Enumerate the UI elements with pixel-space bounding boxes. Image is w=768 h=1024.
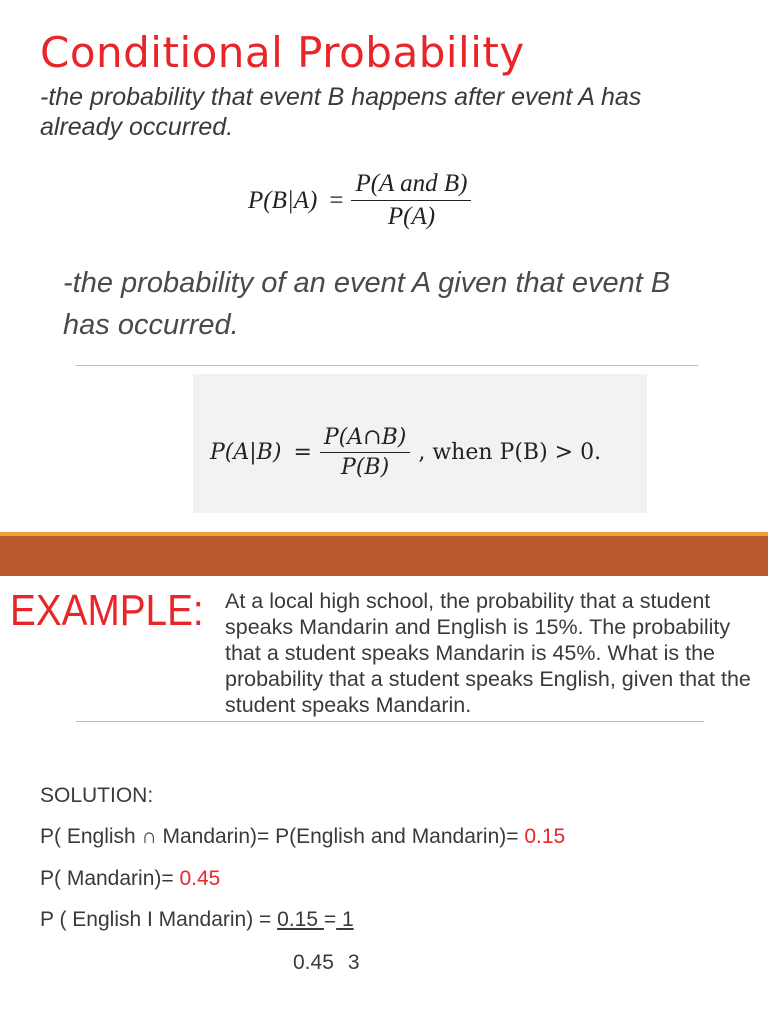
solution-line-3	[40, 908, 354, 932]
solution-line-4-result-denominator: 3	[347, 951, 360, 974]
formula-1-equals: =	[329, 186, 344, 214]
formula-1-fraction	[351, 170, 471, 231]
formula-2-fraction	[320, 425, 410, 480]
solution-line-4-denominator: 0.45	[293, 951, 334, 974]
solution-line-4	[293, 951, 360, 975]
formula-2	[210, 425, 601, 480]
definition-text-1: -the probability that event B happens after event A has already occurred.	[40, 83, 642, 141]
solution-line-2-value: 0.45	[179, 867, 221, 890]
formula-2-condition: , when P(B) > 0.	[418, 440, 602, 465]
divider-1	[76, 365, 698, 366]
solution-line-2	[40, 867, 220, 891]
formula-2-equals: =	[293, 440, 312, 465]
formula-1	[248, 170, 471, 231]
example-label: EXAMPLE:	[10, 586, 204, 635]
formula-2-numerator: P(A∩B)	[320, 425, 410, 453]
formula-1-denominator: P(A)	[387, 203, 436, 230]
page-title: Conditional Probability	[40, 28, 525, 77]
formula-2-denominator: P(B)	[341, 455, 390, 480]
section-band	[0, 536, 768, 576]
divider-2	[76, 721, 704, 722]
formula-2-lhs: P(A|B)	[210, 440, 282, 465]
solution-line-1-value: 0.15	[524, 825, 566, 848]
solution-line-3-equals: =	[323, 908, 337, 931]
solution-line-2-text: P( Mandarin)=	[40, 867, 180, 890]
solution-line-3-result-numerator: 1	[336, 908, 354, 931]
solution-line-3-numerator: 0.15	[277, 908, 324, 931]
solution-line-1-text: P( English ∩ Mandarin)= P(English and Mandarin)=	[40, 825, 525, 848]
definition-text-2: -the probability of an event A given that event B has occurred.	[63, 267, 671, 341]
example-text: At a local high school, the probability that a student speaks Mandarin and English is 15%. The probability that a student speaks Mandarin is 45%. What is the probability that a student speaks English, given that the student speaks Mandarin.	[225, 589, 751, 717]
solution-heading: SOLUTION:	[40, 784, 154, 807]
formula-1-lhs: P(B|A)	[248, 186, 318, 214]
formula-1-numerator: P(A and B)	[351, 170, 471, 201]
solution-line-3-text: P ( English I Mandarin) =	[40, 908, 278, 931]
solution-line-1	[40, 825, 565, 849]
